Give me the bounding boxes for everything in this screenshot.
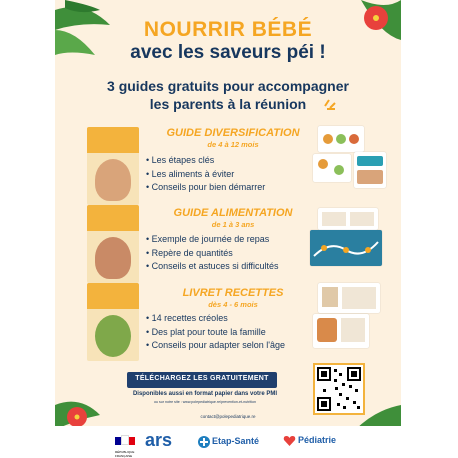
list-item: • Conseils pour bien démarrer — [146, 181, 265, 195]
guide-alimentation-cover — [87, 205, 139, 283]
pediatrie-logo: Pédiatrie — [298, 435, 337, 445]
guide-age: de 4 à 12 mois — [207, 140, 259, 149]
guide-preview — [354, 152, 386, 188]
list-item: • Des plat pour toute la famille — [146, 326, 285, 340]
sparkle-icon — [323, 96, 337, 110]
title-line-1: NOURRIR BÉBÉ — [143, 18, 313, 41]
guide-title: LIVRET RECETTES — [182, 287, 284, 299]
etap-sante-logo: Etap-Santé — [212, 436, 260, 446]
guide-age: dès 4 - 6 mois — [208, 300, 258, 309]
subtitle-line-1: 3 guides gratuits pour accompagner — [107, 78, 349, 94]
qr-code[interactable] — [313, 363, 365, 415]
download-banner[interactable] — [127, 372, 277, 388]
list-item: • 14 recettes créoles — [146, 312, 285, 326]
guide-title: GUIDE DIVERSIFICATION — [166, 127, 300, 139]
list-item: • Conseils et astuces si difficultés — [146, 260, 279, 274]
availability-text: Disponibles aussi en format papier dans votre PMI — [132, 391, 278, 397]
title-line-2: avec les saveurs péi ! — [130, 42, 326, 63]
list-item: • Les étapes clés — [146, 154, 265, 168]
list-item: • Exemple de journée de repas — [146, 233, 279, 247]
republique-label: RÉPUBLIQUE FRANÇAISE — [115, 450, 135, 458]
etap-sante-icon — [198, 436, 210, 448]
list-item: • Repère de quantités — [146, 247, 279, 261]
guide-preview — [318, 208, 378, 230]
guide-preview — [313, 154, 351, 182]
republique-logo — [115, 432, 137, 458]
footer-logos — [55, 426, 401, 458]
list-item: • Conseils pour adapter selon l'âge — [146, 339, 285, 353]
list-item: • Les aliments à éviter — [146, 168, 265, 182]
qr-code-icon — [315, 365, 363, 413]
guide-age: de 1 à 3 ans — [211, 220, 255, 229]
guide-preview — [310, 230, 382, 266]
guide-bullets — [146, 154, 265, 195]
livret-recettes-cover — [87, 283, 139, 361]
guide-preview — [313, 314, 369, 348]
guide-bullets — [146, 233, 279, 274]
download-label: TÉLÉCHARGEZ LES GRATUITEMENT — [135, 375, 269, 382]
subtitle-line-2: les parents à la réunion — [149, 96, 307, 112]
pediatrie-heart-icon — [283, 435, 296, 447]
contact-email[interactable]: contact@polepediatrique.re — [200, 414, 256, 419]
guide-title: GUIDE ALIMENTATION — [173, 207, 293, 219]
ars-logo: ars — [145, 430, 173, 450]
guide-diversification-cover — [87, 127, 139, 205]
guide-preview — [318, 283, 380, 313]
guide-preview — [318, 126, 364, 152]
availability-link-text: ou sur notre site : www.polepediatrique.re/prevention-et-nutrition — [153, 400, 257, 404]
poster — [55, 0, 401, 458]
guide-bullets — [146, 312, 285, 353]
